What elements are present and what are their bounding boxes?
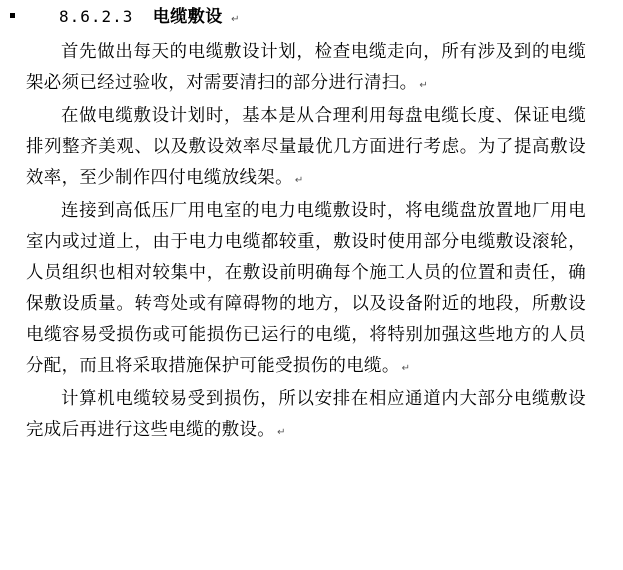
paragraph-text: 计算机电缆较易受到损伤，所以安排在相应通道内大部分电缆敷设完成后再进行这些电缆的敷设。	[26, 389, 586, 440]
paragraph-mark-icon: ↵	[401, 363, 411, 374]
paragraph-mark-icon: ↵	[419, 80, 429, 91]
section-heading-row	[10, 2, 240, 26]
paragraph-4	[26, 384, 586, 448]
paragraph-text: 首先做出每天的电缆敷设计划，检查电缆走向，所有涉及到的电缆架必须已经过验收，对需要清扫的部分进行清扫。	[26, 42, 586, 93]
section-number-spacer	[140, 7, 146, 27]
section-number: 8.6.2.3	[59, 6, 134, 26]
paragraph-text: 在做电缆敷设计划时，基本是从合理利用每盘电缆长度、保证电缆排列整齐美观、以及敷设效率尽量最优几方面进行考虑。为了提高敷设效率，至少制作四付电缆放线架。	[26, 106, 586, 188]
paragraph-text: 连接到高低压厂用电室的电力电缆敷设时，将电缆盘放置地厂用电室内或过道上，由于电力电缆都较重，敷设时使用部分电缆敷设滚轮，人员组织也相对较集中，在敷设前明确每个施工人员的位置和责任，确保敷设质量。转弯处或有障碍物的地方，以及设备附近的地段，所敷设电缆容易受损伤或可能损伤已运行的电缆，将特别加强这些地方的人员分配，而且将采取措施保护可能受损伤的电缆。	[26, 201, 586, 376]
paragraph-2	[26, 101, 586, 196]
square-bullet-icon	[10, 13, 15, 18]
paragraph-mark-icon: ↵	[277, 427, 286, 438]
document-body	[26, 37, 586, 448]
section-heading	[59, 2, 240, 27]
paragraph-1	[26, 37, 586, 101]
paragraph-mark-icon: ↵	[294, 175, 304, 186]
paragraph-3	[26, 196, 586, 384]
section-title: 电缆敷设	[152, 6, 223, 27]
paragraph-mark-icon: ↵	[231, 13, 241, 25]
